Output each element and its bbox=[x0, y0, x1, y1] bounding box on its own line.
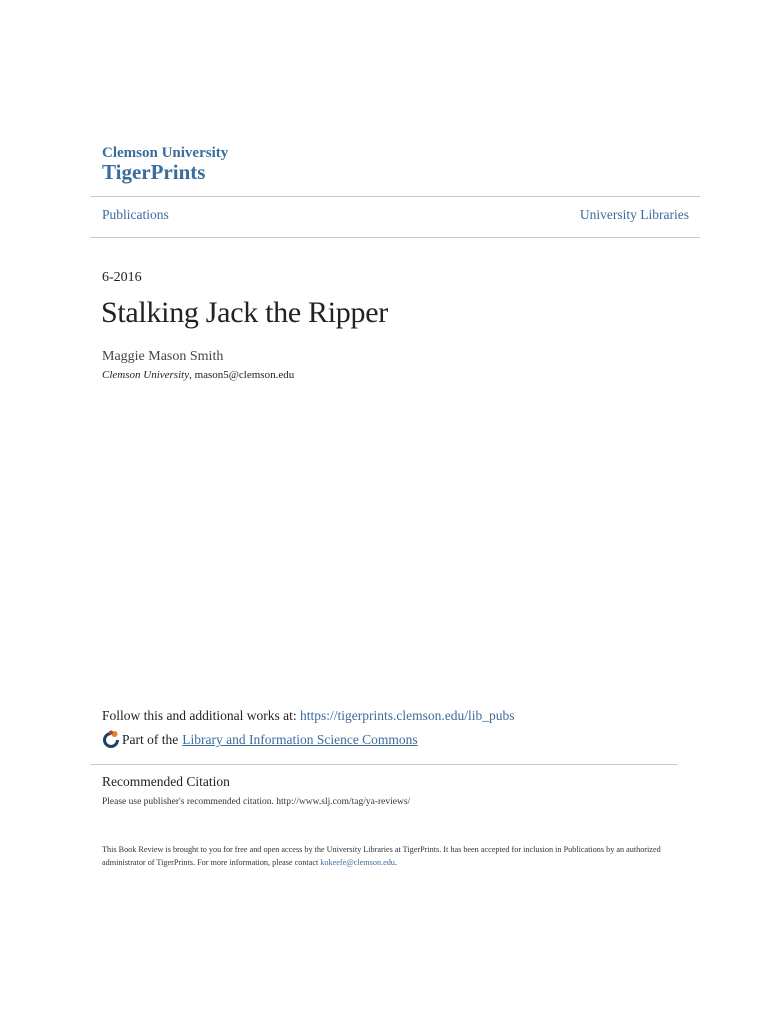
footer-text: This Book Review is brought to you for free and open access by the University Libraries at TigerPrints. It has been accepted for inclusion in Publications by an authorized administrator of TigerPrints. For more information, please contact bbox=[102, 845, 661, 867]
follow-line bbox=[102, 708, 514, 724]
citation-heading: Recommended Citation bbox=[102, 774, 230, 789]
footer-notice bbox=[102, 843, 662, 869]
publication-date: 6-2016 bbox=[102, 270, 142, 285]
top-divider bbox=[90, 196, 700, 197]
repository-name[interactable]: TigerPrints bbox=[102, 160, 206, 184]
part-of-prefix: Part of the bbox=[122, 732, 179, 747]
author-name: Maggie Mason Smith bbox=[102, 349, 224, 364]
nav-divider bbox=[90, 237, 700, 238]
institution-name: Clemson University bbox=[102, 145, 229, 161]
follow-url-link[interactable]: https://tigerprints.clemson.edu/lib_pubs bbox=[300, 708, 515, 723]
footer-trailing: . bbox=[394, 858, 397, 867]
affiliation-institution: Clemson University bbox=[102, 369, 190, 381]
follow-prefix: Follow this and additional works at: bbox=[102, 708, 300, 723]
author-email: , mason5@clemson.edu bbox=[189, 369, 295, 381]
article-title: Stalking Jack the Ripper bbox=[101, 296, 388, 329]
contact-email-link[interactable]: kokeefe@clemson.edu bbox=[320, 858, 395, 867]
nav-publications-link[interactable]: Publications bbox=[102, 207, 169, 222]
citation-divider bbox=[90, 764, 678, 765]
citation-text: Please use publisher's recommended citation. http://www.slj.com/tag/ya-reviews/ bbox=[102, 797, 411, 807]
nav-university-libraries-link[interactable]: University Libraries bbox=[579, 207, 689, 222]
author-affiliation bbox=[102, 369, 294, 381]
part-of-line bbox=[102, 731, 418, 749]
commons-network-icon bbox=[102, 730, 120, 748]
discipline-commons-link[interactable]: Library and Information Science Commons bbox=[182, 732, 418, 747]
